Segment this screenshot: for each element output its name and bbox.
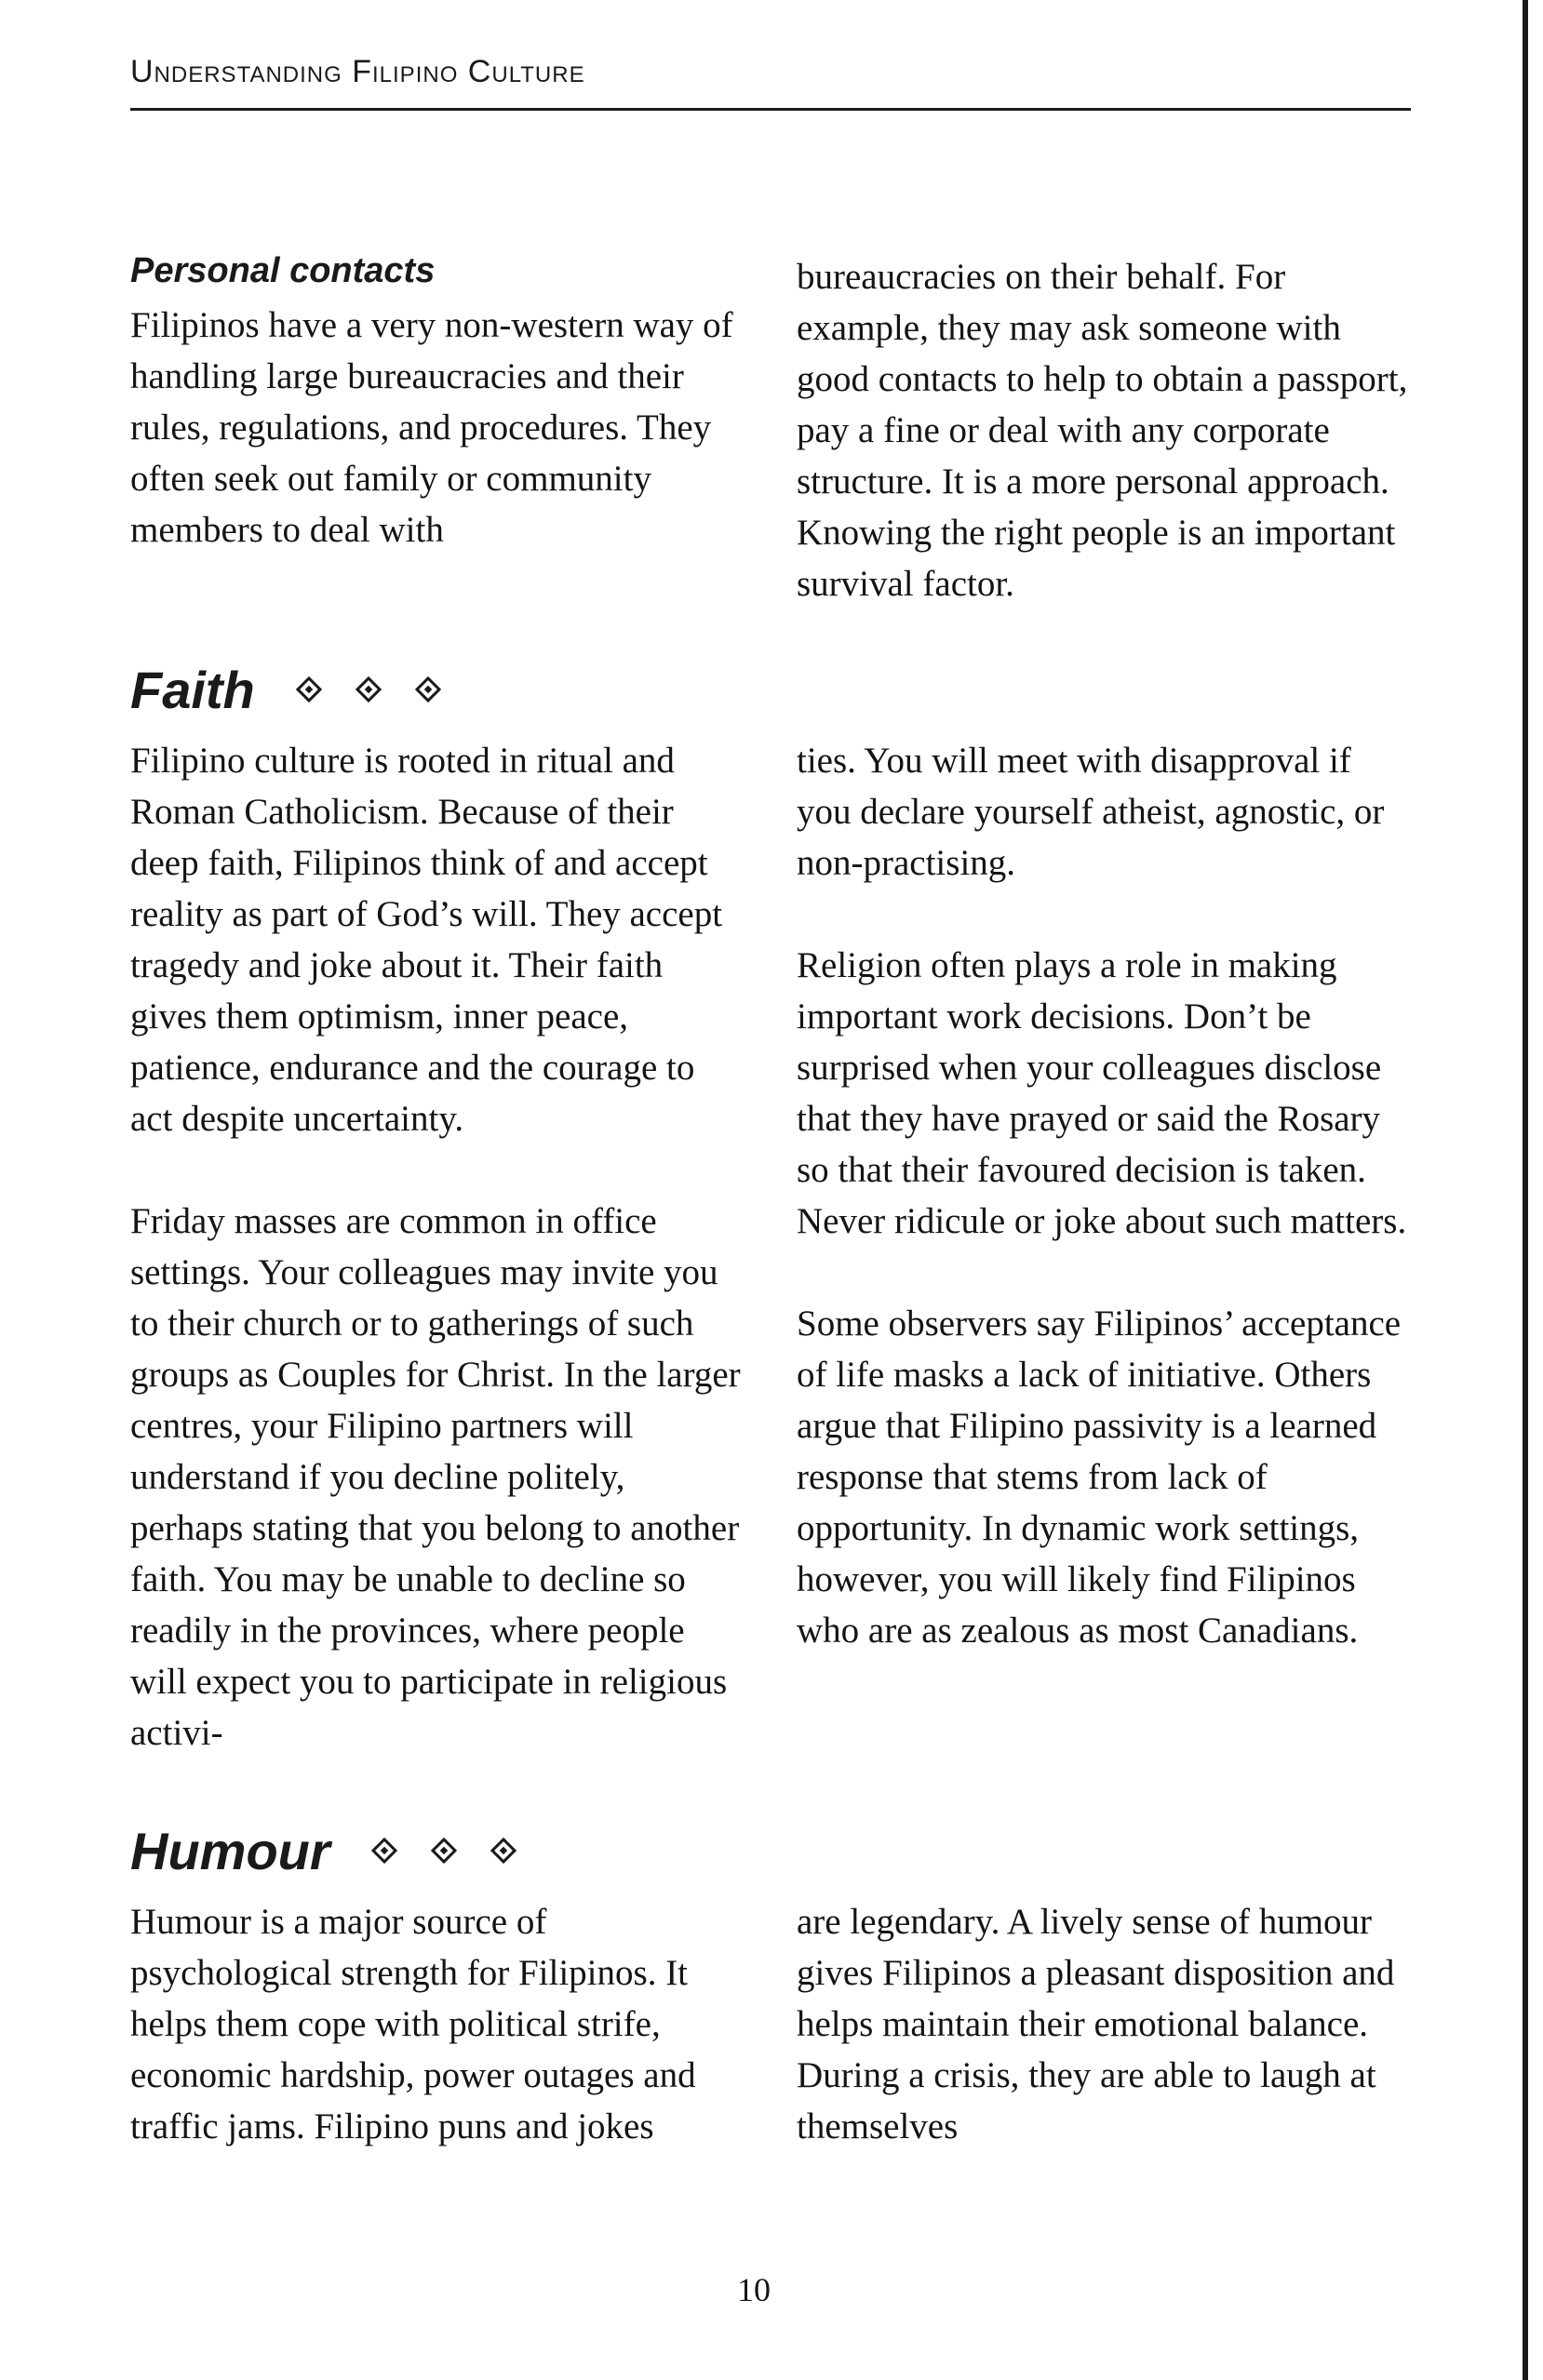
diamond-icon [296,676,322,702]
page-edge-rule [1523,0,1528,2380]
section-heading-humour [130,1812,1411,1889]
paragraph: Filipinos have a very non-western way of handling large bureaucracies and their rules, regulations, and procedures. They often seek out family or community members to deal with [130,305,733,550]
section-heading-faith [130,651,1411,728]
paragraph: Humour is a major source of psychological strength for Filipinos. It helps them cope with political strife, economic hardship, power outages and traffic jams. Filipino puns and jokes [130,1902,696,2146]
right-column [797,1896,1411,2152]
paragraph: ties. You will meet with disapproval if you declare yourself atheist, agnostic, or non-practising. [797,741,1385,883]
right-column [797,735,1411,1758]
paragraph: are legendary. A lively sense of humour gives Filipinos a pleasant disposition and helps maintain their emotional balance. During a crisis, they are able to laugh at themselves [797,1902,1395,2146]
section-title-humour: Humour [130,1821,330,1880]
paragraph: Friday masses are common in office settings. Your colleagues may invite you to their church or to gatherings of such groups as Couples for Christ. In the larger centres, your Filipino partners will understand if you decline politely, perhaps stating that you belong to another faith. You may be unable to decline so readily in the provinces, where people will expect you to participate in religious activi- [130,1201,741,1753]
two-column-text [130,1896,1411,2152]
section-faith [130,651,1411,1758]
diamond-icon [356,676,382,702]
section-personal-contacts [130,251,1411,609]
section-humour [130,1812,1411,2152]
left-column [130,1896,745,2152]
section-title-faith: Faith [130,660,255,719]
paragraph: Religion often plays a role in making important work decisions. Don’t be surprised when your colleagues disclose that they have prayed or said the Rosary so that their favoured decision is taken. Never ridicule or joke about such matters. [797,945,1407,1241]
diamond-icon [490,1838,517,1864]
left-column [130,735,745,1758]
header-rule [130,108,1411,111]
diamond-icon [431,1838,457,1864]
ornament-diamonds [300,680,437,699]
diamond-icon [371,1838,397,1864]
page-number: 10 [737,2271,771,2308]
paragraph: Filipino culture is rooted in ritual and Roman Catholicism. Because of their deep faith, Filipinos think of and accept reality as part of God’s will. They accept tragedy and joke about it. Their faith gives them optimism, inner peace, patience, endurance and the courage to act despite uncertainty. [130,741,723,1139]
ornament-diamonds [375,1841,513,1860]
section-title-personal-contacts: Personal contacts [130,251,436,290]
paragraph: bureaucracies on their behalf. For example, they may ask someone with good contacts to help to obtain a passport, pay a fine or deal with any corporate structure. It is a more personal approach. Knowing the right people is an important survival factor. [797,257,1408,604]
paragraph: Some observers say Filipinos’ acceptance of life masks a lack of initiative. Others argue that Filipino passivity is a learned response that stems from lack of opportunity. In dynamic work settings, however, you will likely find Filipinos who are as zealous as most Canadians. [797,1304,1402,1651]
running-head: Understanding Filipino Culture [130,54,585,89]
two-column-text [130,735,1411,1758]
right-column [797,251,1411,609]
diamond-icon [415,676,441,702]
left-column [130,300,745,609]
